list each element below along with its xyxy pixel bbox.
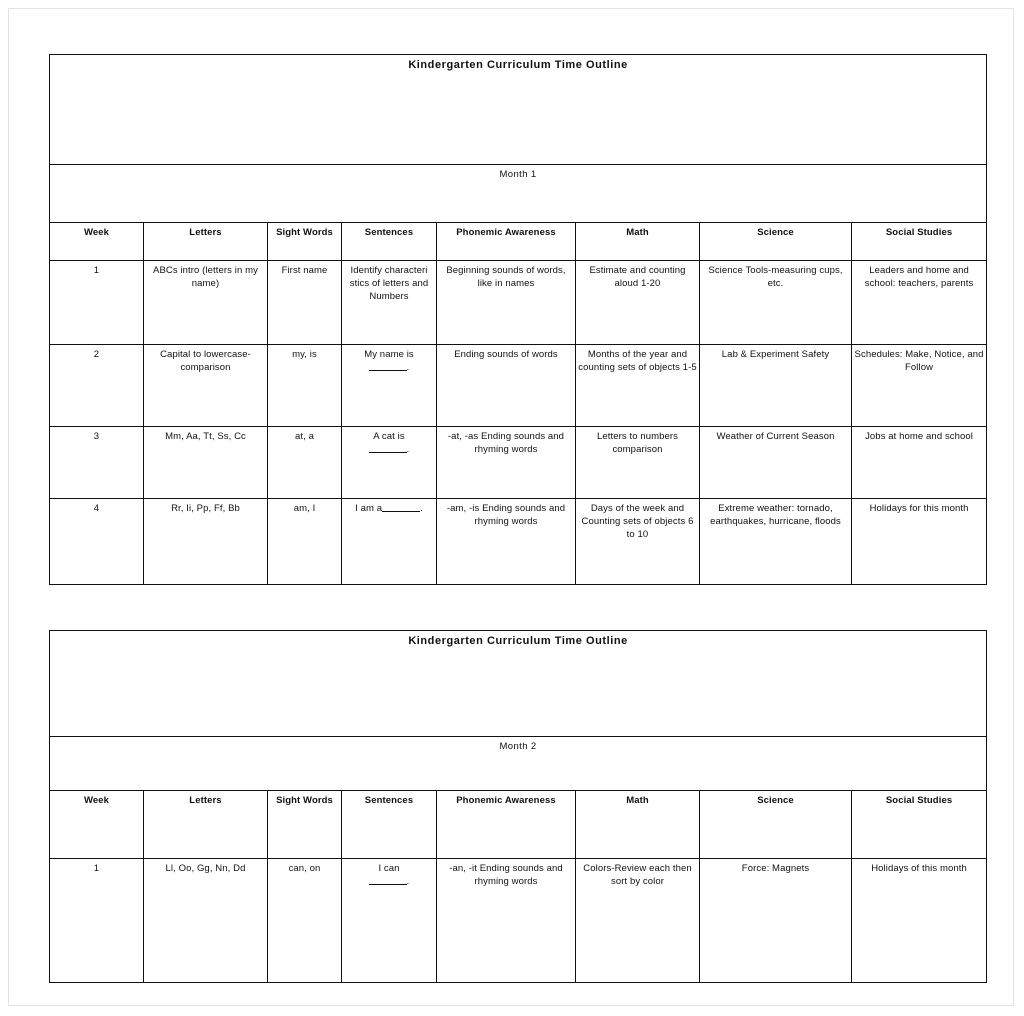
column-header-sight-words: Sight Words xyxy=(268,791,342,859)
cell-week: 1 xyxy=(50,859,144,983)
column-header-science: Science xyxy=(700,791,852,859)
cell-math: Letters to numbers comparison xyxy=(576,427,700,499)
column-header-math: Math xyxy=(576,791,700,859)
table-row xyxy=(50,345,987,427)
column-header-social-studies: Social Studies xyxy=(852,223,987,261)
table-title-cell xyxy=(50,631,987,737)
month-label: Month 1 xyxy=(499,169,537,180)
cell-letters: Mm, Aa, Tt, Ss, Cc xyxy=(144,427,268,499)
cell-social-studies: Holidays of this month xyxy=(852,859,987,983)
table-row xyxy=(50,261,987,345)
cell-phonemic-awareness: -an, -it Ending sounds and rhyming words xyxy=(437,859,576,983)
column-header-letters: Letters xyxy=(144,791,268,859)
table-row xyxy=(50,427,987,499)
cell-math: Months of the year and counting sets of objects 1-5 xyxy=(576,345,700,427)
column-header-social-studies: Social Studies xyxy=(852,791,987,859)
column-header-sight-words: Sight Words xyxy=(268,223,342,261)
sentence-text-after: . xyxy=(406,362,410,373)
cell-letters: Capital to lowercase-comparison xyxy=(144,345,268,427)
cell-week: 3 xyxy=(50,427,144,499)
cell-science: Lab & Experiment Safety xyxy=(700,345,852,427)
cell-phonemic-awareness: -at, -as Ending sounds and rhyming words xyxy=(437,427,576,499)
page-title: Kindergarten Curriculum Time Outline xyxy=(408,59,628,71)
fill-in-blank-line xyxy=(369,875,407,885)
column-header-letters: Letters xyxy=(144,223,268,261)
table-title-cell xyxy=(50,55,987,165)
cell-sentences xyxy=(342,261,437,345)
cell-social-studies: Jobs at home and school xyxy=(852,427,987,499)
cell-science: Force: Magnets xyxy=(700,859,852,983)
column-header-week: Week xyxy=(50,223,144,261)
cell-social-studies: Schedules: Make, Notice, and Follow xyxy=(852,345,987,427)
cell-sight-words: at, a xyxy=(268,427,342,499)
cell-week: 4 xyxy=(50,499,144,585)
cell-letters: Ll, Oo, Gg, Nn, Dd xyxy=(144,859,268,983)
sentence-text-before: I can xyxy=(378,863,400,874)
sentence-text-before: My name is xyxy=(364,349,414,360)
cell-phonemic-awareness: Ending sounds of words xyxy=(437,345,576,427)
page-title: Kindergarten Curriculum Time Outline xyxy=(408,635,628,647)
cell-sentences xyxy=(342,427,437,499)
sentence-text-before: Identify characteri stics of letters and Numbers xyxy=(349,265,429,302)
fill-in-blank-line xyxy=(369,361,407,371)
month-label: Month 2 xyxy=(499,741,537,752)
sentence-text-after: . xyxy=(406,444,410,455)
month-row xyxy=(50,165,987,223)
cell-phonemic-awareness: Beginning sounds of words, like in names xyxy=(437,261,576,345)
cell-sentences xyxy=(342,345,437,427)
title-row xyxy=(50,631,987,737)
month-row xyxy=(50,737,987,791)
cell-math: Days of the week and Counting sets of objects 6 to 10 xyxy=(576,499,700,585)
table-row xyxy=(50,859,987,983)
sentence-text-before: I am a xyxy=(355,503,383,514)
cell-phonemic-awareness: -am, -is Ending sounds and rhyming words xyxy=(437,499,576,585)
cell-science: Weather of Current Season xyxy=(700,427,852,499)
cell-science: Extreme weather: tornado, earthquakes, hurricane, floods xyxy=(700,499,852,585)
cell-sentences xyxy=(342,499,437,585)
column-header-row xyxy=(50,791,987,859)
fill-in-blank-line xyxy=(382,502,420,512)
title-row xyxy=(50,55,987,165)
column-header-sentences: Sentences xyxy=(342,223,437,261)
sentence-text-after: . xyxy=(420,503,423,514)
month-cell xyxy=(50,165,987,223)
sentence-text-before: A cat is xyxy=(373,431,405,442)
cell-week: 1 xyxy=(50,261,144,345)
cell-social-studies: Leaders and home and school: teachers, parents xyxy=(852,261,987,345)
cell-letters: ABCs intro (letters in my name) xyxy=(144,261,268,345)
column-header-phonemic-awareness: Phonemic Awareness xyxy=(437,791,576,859)
cell-sight-words: am, I xyxy=(268,499,342,585)
cell-math: Colors-Review each then sort by color xyxy=(576,859,700,983)
cell-sight-words: First name xyxy=(268,261,342,345)
month-cell xyxy=(50,737,987,791)
curriculum-table-month-2 xyxy=(49,630,987,983)
cell-math: Estimate and counting aloud 1-20 xyxy=(576,261,700,345)
cell-science: Science Tools-measuring cups, etc. xyxy=(700,261,852,345)
column-header-math: Math xyxy=(576,223,700,261)
cell-sentences xyxy=(342,859,437,983)
cell-social-studies: Holidays for this month xyxy=(852,499,987,585)
table-row xyxy=(50,499,987,585)
column-header-science: Science xyxy=(700,223,852,261)
curriculum-table-month-1 xyxy=(49,54,987,585)
fill-in-blank-line xyxy=(369,443,407,453)
column-header-sentences: Sentences xyxy=(342,791,437,859)
cell-sight-words: my, is xyxy=(268,345,342,427)
sentence-text-after: . xyxy=(406,876,410,887)
cell-sight-words: can, on xyxy=(268,859,342,983)
column-header-phonemic-awareness: Phonemic Awareness xyxy=(437,223,576,261)
column-header-week: Week xyxy=(50,791,144,859)
page-sheet xyxy=(8,8,1014,1006)
document-body xyxy=(9,9,1013,1005)
cell-letters: Rr, Ii, Pp, Ff, Bb xyxy=(144,499,268,585)
column-header-row xyxy=(50,223,987,261)
cell-week: 2 xyxy=(50,345,144,427)
